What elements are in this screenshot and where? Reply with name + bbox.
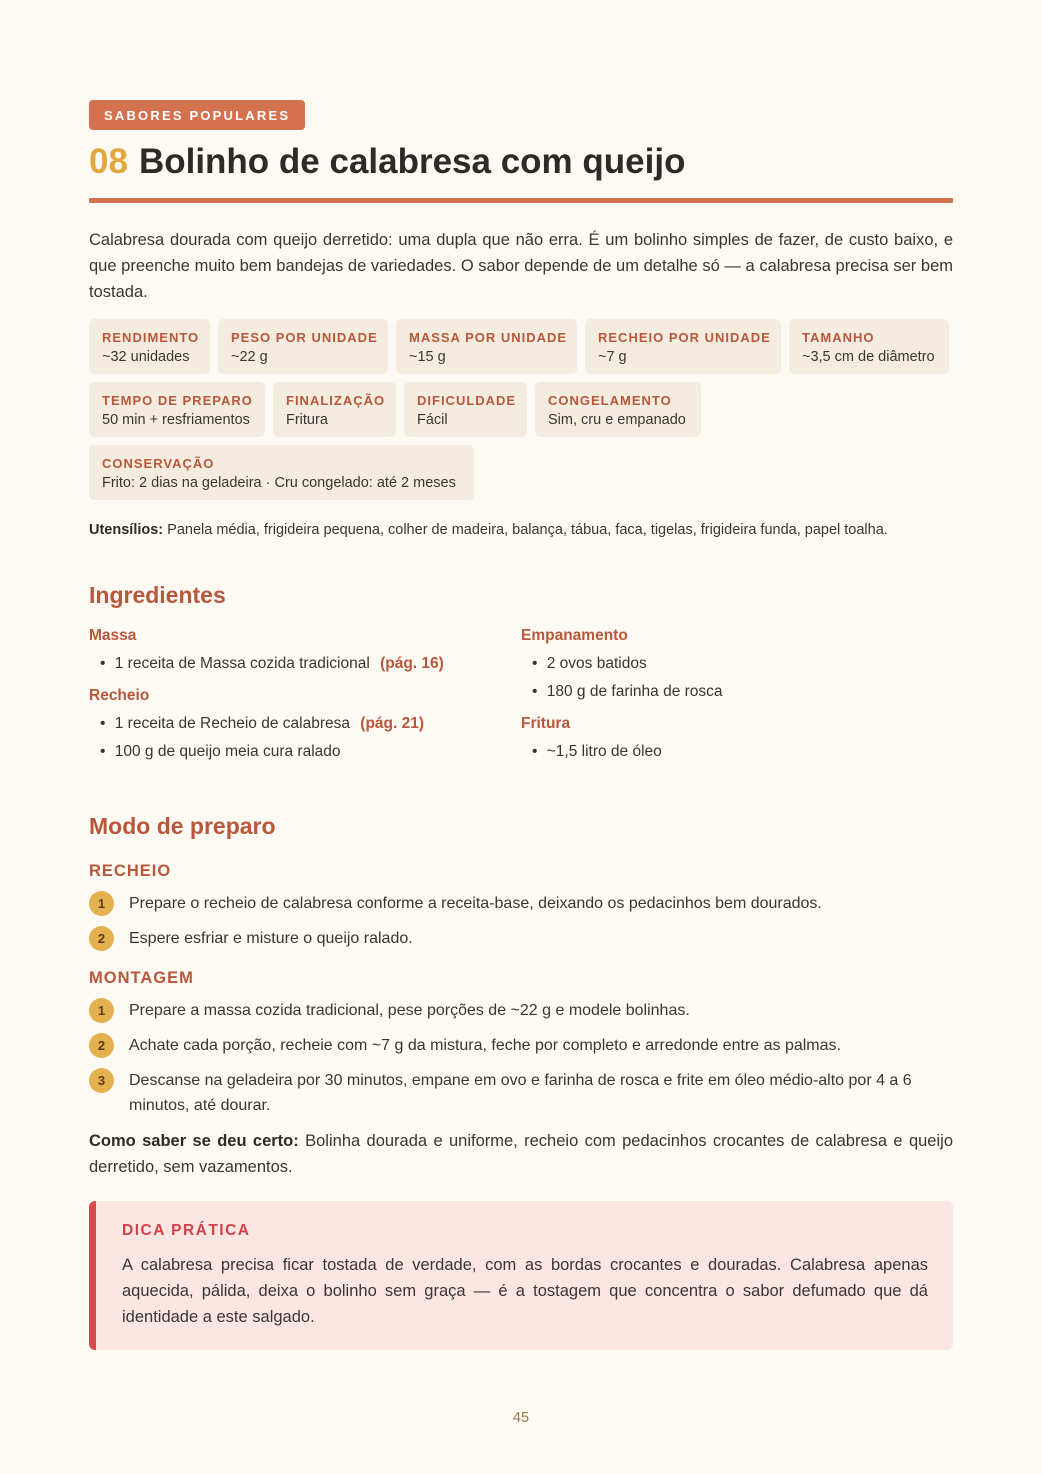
step-text: Espere esfriar e misture o queijo ralado. bbox=[129, 930, 413, 947]
page-reference: (pág. 16) bbox=[380, 655, 444, 672]
utensils-line bbox=[89, 522, 953, 538]
ingredient-list bbox=[521, 655, 953, 701]
step-number-badge: 1 bbox=[89, 891, 114, 916]
info-value: ~15 g bbox=[409, 349, 446, 365]
step-group-title: MONTAGEM bbox=[89, 969, 194, 987]
info-card-massa bbox=[396, 319, 577, 374]
ingredient-text: 1 receita de Recheio de calabresa bbox=[114, 715, 350, 732]
ingredients-column-left bbox=[89, 627, 521, 775]
info-label: RECHEIO POR UNIDADE bbox=[598, 330, 771, 345]
step-number-badge: 2 bbox=[89, 1033, 114, 1058]
utensils-label: Utensílios: bbox=[89, 522, 164, 538]
success-check bbox=[89, 1128, 953, 1180]
info-value: Fácil bbox=[417, 412, 448, 428]
info-label: CONGELAMENTO bbox=[548, 393, 672, 408]
ingredient-group-title: Fritura bbox=[521, 715, 571, 732]
ingredients-columns bbox=[89, 627, 953, 775]
info-value: Frito: 2 dias na geladeira · Cru congelado: até 2 meses bbox=[102, 475, 456, 491]
info-label: CONSERVAÇÃO bbox=[102, 456, 215, 471]
ingredient-group-title: Empanamento bbox=[521, 627, 628, 644]
utensils-text: Panela média, frigideira pequena, colher de madeira, balança, tábua, faca, tigelas, frigideira funda, papel toalha. bbox=[167, 522, 888, 538]
ingredient-list bbox=[89, 715, 521, 761]
step-item bbox=[89, 998, 953, 1023]
info-card-recheio bbox=[585, 319, 781, 374]
info-label: TEMPO DE PREPARO bbox=[102, 393, 253, 408]
method-heading: Modo de preparo bbox=[89, 813, 276, 839]
ingredient-text: 180 g de farinha de rosca bbox=[546, 683, 723, 700]
step-group-title: RECHEIO bbox=[89, 862, 172, 880]
step-item bbox=[89, 1033, 953, 1058]
info-label: FINALIZAÇÃO bbox=[286, 393, 386, 408]
recipe-title: Bolinho de calabresa com queijo bbox=[138, 142, 686, 181]
title-row bbox=[89, 142, 953, 182]
success-check-text: Bolinha dourada e uniforme, recheio com pedacinhos crocantes de calabresa e queijo derretido, sem vazamentos. bbox=[89, 1132, 953, 1176]
info-card-finalizacao bbox=[273, 382, 396, 437]
step-text: Achate cada porção, recheie com ~7 g da mistura, feche por completo e arredonde entre as palmas. bbox=[129, 1037, 841, 1054]
info-card-conservacao bbox=[89, 445, 474, 500]
ingredient-text: 1 receita de Massa cozida tradicional bbox=[114, 655, 370, 672]
ingredient-list bbox=[89, 655, 521, 673]
info-label: PESO POR UNIDADE bbox=[231, 330, 378, 345]
category-tag: SABORES POPULARES bbox=[89, 100, 305, 130]
info-card-dificuldade bbox=[404, 382, 527, 437]
page-number: 45 bbox=[512, 1410, 530, 1426]
tip-label: DICA PRÁTICA bbox=[122, 1222, 251, 1239]
info-label: RENDIMENTO bbox=[102, 330, 200, 345]
info-label: MASSA POR UNIDADE bbox=[409, 330, 568, 345]
info-value: Fritura bbox=[286, 412, 328, 428]
info-card-tamanho bbox=[789, 319, 949, 374]
step-item bbox=[89, 926, 953, 951]
step-text: Prepare a massa cozida tradicional, pese porções de ~22 g e modele bolinhas. bbox=[129, 1002, 690, 1019]
intro-paragraph: Calabresa dourada com queijo derretido: uma dupla que não erra. É um bolinho simples de fazer, de custo baixo, e que preenche muito bem bandejas de variedades. O sabor depende de um detalhe só — a calabresa precisa ser bem tostada. bbox=[89, 231, 953, 301]
recipe-page bbox=[89, 100, 953, 1350]
info-value: ~32 unidades bbox=[102, 349, 190, 365]
info-card-congelamento bbox=[535, 382, 701, 437]
ingredients-column-right bbox=[521, 627, 953, 775]
tip-box bbox=[89, 1201, 953, 1350]
info-value: ~22 g bbox=[231, 349, 268, 365]
ingredient-list bbox=[521, 743, 953, 761]
step-text: Prepare o recheio de calabresa conforme a receita-base, deixando os pedacinhos bem dourados. bbox=[129, 895, 822, 912]
recipe-number: 08 bbox=[89, 142, 128, 181]
tip-text: A calabresa precisa ficar tostada de verdade, com as bordas crocantes e douradas. Calabresa apenas aquecida, pálida, deixa o bolinho sem graça — é a tostagem que concentra o sabor defumado que dá identidade a este salgado. bbox=[122, 1256, 928, 1326]
info-value: Sim, cru e empanado bbox=[548, 412, 686, 428]
ingredient-item bbox=[100, 743, 521, 761]
ingredient-group-title: Recheio bbox=[89, 687, 150, 704]
ingredients-heading: Ingredientes bbox=[89, 582, 226, 608]
info-value: ~3,5 cm de diâmetro bbox=[802, 349, 935, 365]
info-card-peso bbox=[218, 319, 388, 374]
ingredient-text: 100 g de queijo meia cura ralado bbox=[114, 743, 341, 760]
info-value: 50 min + resfriamentos bbox=[102, 412, 250, 428]
step-number-badge: 3 bbox=[89, 1068, 114, 1093]
step-item bbox=[89, 891, 953, 916]
success-check-label: Como saber se deu certo: bbox=[89, 1132, 299, 1150]
step-number-badge: 1 bbox=[89, 998, 114, 1023]
info-grid bbox=[89, 319, 969, 500]
ingredient-item bbox=[100, 715, 521, 733]
ingredient-text: 2 ovos batidos bbox=[546, 655, 647, 672]
ingredient-item bbox=[532, 655, 953, 673]
step-text: Descanse na geladeira por 30 minutos, empane em ovo e farinha de rosca e frite em óleo médio-alto por 4 a 6 minutos, até dourar. bbox=[129, 1072, 912, 1114]
step-item bbox=[89, 1068, 953, 1118]
ingredient-item bbox=[100, 655, 521, 673]
step-number-badge: 2 bbox=[89, 926, 114, 951]
info-value: ~7 g bbox=[598, 349, 627, 365]
info-card-rendimento bbox=[89, 319, 210, 374]
page-reference: (pág. 21) bbox=[360, 715, 425, 732]
ingredient-text: ~1,5 litro de óleo bbox=[546, 743, 662, 760]
ingredient-group-title: Massa bbox=[89, 627, 137, 644]
ingredient-item bbox=[532, 743, 953, 761]
info-label: DIFICULDADE bbox=[417, 393, 517, 408]
info-card-tempo bbox=[89, 382, 265, 437]
info-label: TAMANHO bbox=[802, 330, 875, 345]
ingredient-item bbox=[532, 683, 953, 701]
title-divider bbox=[89, 198, 953, 203]
